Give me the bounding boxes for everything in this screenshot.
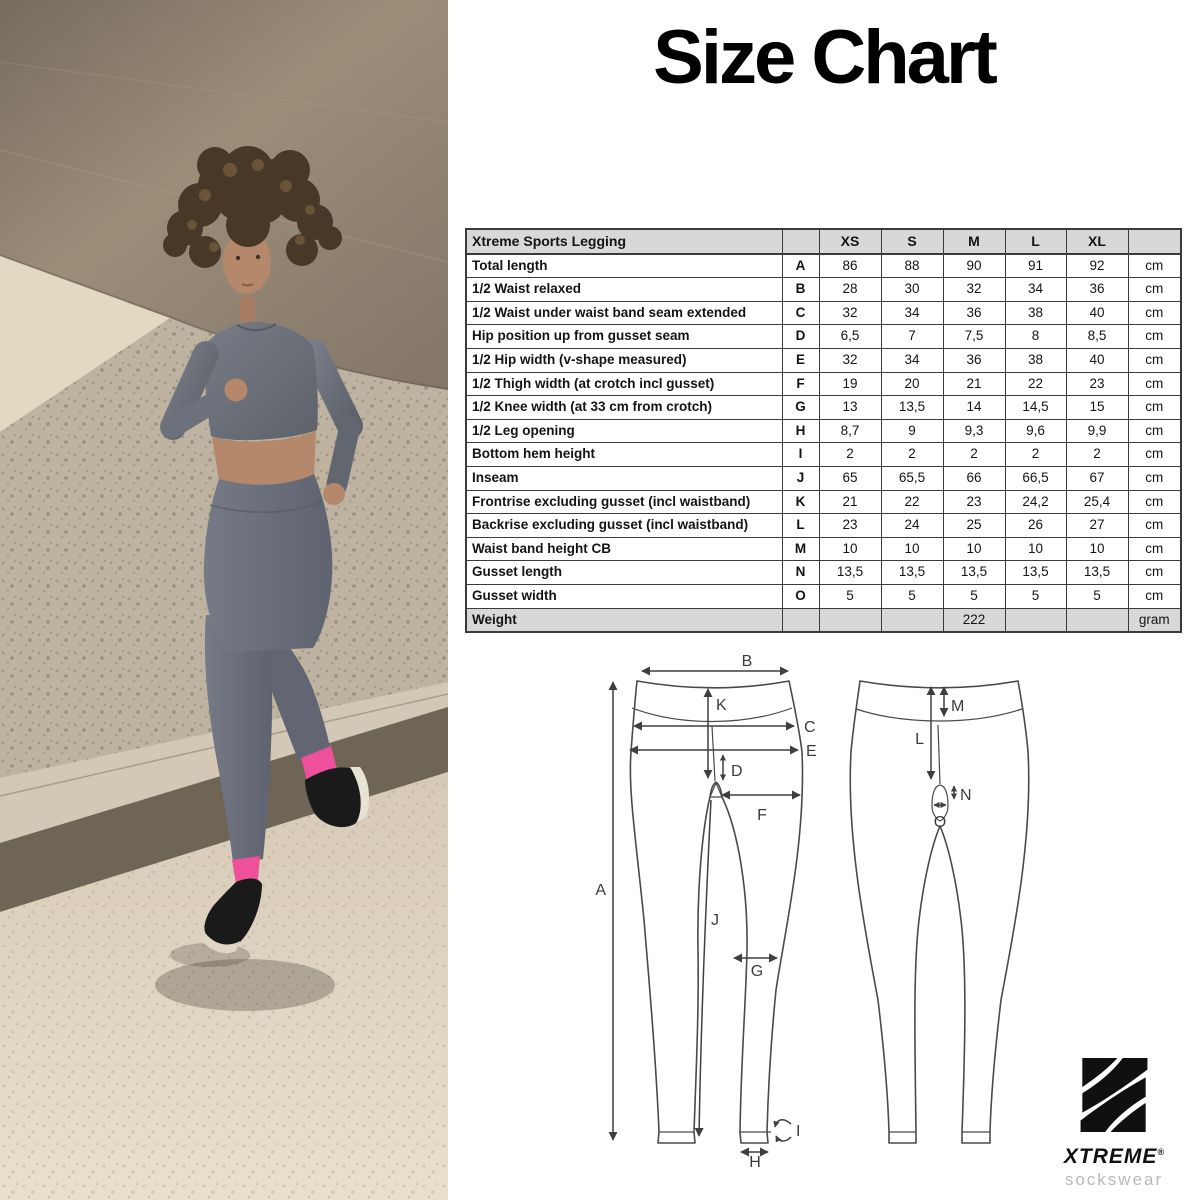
measurement-value-cell: 32 bbox=[819, 348, 881, 372]
measurement-unit-cell: cm bbox=[1128, 561, 1181, 585]
table-row bbox=[466, 348, 1181, 372]
measurement-letter-cell: J bbox=[782, 466, 819, 490]
measurement-value-cell: 25,4 bbox=[1066, 490, 1128, 514]
table-row bbox=[466, 561, 1181, 585]
measurement-value-cell: 34 bbox=[1005, 278, 1066, 302]
measurement-letter-cell: G bbox=[782, 396, 819, 420]
measurement-name-cell: Inseam bbox=[466, 466, 782, 490]
measurement-name-cell: 1/2 Knee width (at 33 cm from crotch) bbox=[466, 396, 782, 420]
table-row bbox=[466, 278, 1181, 302]
measurement-value-cell: 26 bbox=[1005, 514, 1066, 538]
measurement-value-cell: 13,5 bbox=[1005, 561, 1066, 585]
measurement-value-cell: 8 bbox=[1005, 325, 1066, 349]
measurement-value-cell: 65,5 bbox=[881, 466, 943, 490]
photo-scene bbox=[0, 0, 448, 1200]
measurement-value-cell: 10 bbox=[1005, 537, 1066, 561]
dim-label-F: F bbox=[757, 807, 767, 824]
dim-label-B: B bbox=[741, 653, 753, 670]
size-column-header: XL bbox=[1066, 229, 1128, 254]
measurement-name-cell: Frontrise excluding gusset (incl waistband) bbox=[466, 490, 782, 514]
measurement-value-cell: 21 bbox=[943, 372, 1005, 396]
measurement-value-cell: 66 bbox=[943, 466, 1005, 490]
dim-label-J: J bbox=[711, 912, 719, 929]
measurement-value-cell: 23 bbox=[943, 490, 1005, 514]
size-table bbox=[465, 228, 1182, 633]
measurement-letter-cell: N bbox=[782, 561, 819, 585]
measurement-name-cell: 1/2 Thigh width (at crotch incl gusset) bbox=[466, 372, 782, 396]
measurement-diagrams bbox=[580, 640, 1080, 1175]
measurement-letter-cell: M bbox=[782, 537, 819, 561]
dim-label-E: E bbox=[806, 743, 817, 760]
measurement-value-cell: 38 bbox=[1005, 301, 1066, 325]
measurement-letter-cell: L bbox=[782, 514, 819, 538]
measurement-value-cell: 23 bbox=[1066, 372, 1128, 396]
table-row bbox=[466, 419, 1181, 443]
weight-unit-cell: gram bbox=[1128, 608, 1181, 632]
measurement-value-cell: 36 bbox=[1066, 278, 1128, 302]
measurement-value-cell: 10 bbox=[1066, 537, 1128, 561]
measurement-value-cell: 32 bbox=[943, 278, 1005, 302]
weight-letter-cell bbox=[782, 608, 819, 632]
measurement-value-cell: 22 bbox=[881, 490, 943, 514]
back-legging-outline bbox=[850, 681, 1029, 1143]
measurement-unit-cell: cm bbox=[1128, 443, 1181, 467]
measurement-value-cell: 9,9 bbox=[1066, 419, 1128, 443]
measurement-value-cell: 40 bbox=[1066, 301, 1128, 325]
brand-logo bbox=[1056, 1052, 1172, 1190]
measurement-name-cell: Backrise excluding gusset (incl waistband) bbox=[466, 514, 782, 538]
measurement-value-cell: 14,5 bbox=[1005, 396, 1066, 420]
measurement-value-cell: 2 bbox=[819, 443, 881, 467]
table-row bbox=[466, 584, 1181, 608]
table-row bbox=[466, 443, 1181, 467]
xtreme-logo-icon bbox=[1070, 1052, 1158, 1138]
measurement-value-cell: 10 bbox=[819, 537, 881, 561]
measurement-value-cell: 9 bbox=[881, 419, 943, 443]
measurement-name-cell: 1/2 Leg opening bbox=[466, 419, 782, 443]
measurement-name-cell: Gusset width bbox=[466, 584, 782, 608]
dim-label-M: M bbox=[951, 698, 965, 715]
table-row bbox=[466, 396, 1181, 420]
page-title: Size Chart bbox=[653, 15, 995, 100]
measurement-value-cell: 30 bbox=[881, 278, 943, 302]
table-row bbox=[466, 537, 1181, 561]
measurement-value-cell: 27 bbox=[1066, 514, 1128, 538]
measurement-value-cell: 21 bbox=[819, 490, 881, 514]
size-column-header: XS bbox=[819, 229, 881, 254]
measurement-value-cell: 20 bbox=[881, 372, 943, 396]
measurement-value-cell: 91 bbox=[1005, 254, 1066, 278]
dim-label-H: H bbox=[749, 1154, 761, 1171]
measurement-value-cell: 90 bbox=[943, 254, 1005, 278]
measurement-unit-cell: cm bbox=[1128, 419, 1181, 443]
measurement-unit-cell: cm bbox=[1128, 584, 1181, 608]
table-unit-header-cell bbox=[1128, 229, 1181, 254]
measurement-unit-cell: cm bbox=[1128, 254, 1181, 278]
measurement-value-cell: 13,5 bbox=[881, 561, 943, 585]
measurement-unit-cell: cm bbox=[1128, 396, 1181, 420]
measurement-value-cell: 10 bbox=[881, 537, 943, 561]
size-column-header: L bbox=[1005, 229, 1066, 254]
measurement-value-cell: 2 bbox=[881, 443, 943, 467]
front-legging-diagram bbox=[595, 653, 816, 1171]
measurement-name-cell: 1/2 Waist relaxed bbox=[466, 278, 782, 302]
measurement-value-cell: 13,5 bbox=[1066, 561, 1128, 585]
measurement-value-cell: 28 bbox=[819, 278, 881, 302]
measurement-value-cell: 13 bbox=[819, 396, 881, 420]
measurement-letter-cell: K bbox=[782, 490, 819, 514]
table-row bbox=[466, 466, 1181, 490]
dim-label-O: O bbox=[933, 814, 947, 831]
measurement-unit-cell: cm bbox=[1128, 514, 1181, 538]
measurement-unit-cell: cm bbox=[1128, 372, 1181, 396]
measurement-value-cell: 5 bbox=[819, 584, 881, 608]
measurement-unit-cell: cm bbox=[1128, 537, 1181, 561]
size-column-header: M bbox=[943, 229, 1005, 254]
measurement-unit-cell: cm bbox=[1128, 325, 1181, 349]
measurement-value-cell: 7,5 bbox=[943, 325, 1005, 349]
ground-shadow bbox=[155, 959, 335, 1011]
table-row bbox=[466, 254, 1181, 278]
measurement-value-cell: 36 bbox=[943, 301, 1005, 325]
measurement-letter-cell: O bbox=[782, 584, 819, 608]
measurement-name-cell: Hip position up from gusset seam bbox=[466, 325, 782, 349]
table-row bbox=[466, 372, 1181, 396]
dim-label-I: I bbox=[796, 1123, 801, 1140]
measurement-value-cell: 9,6 bbox=[1005, 419, 1066, 443]
dim-label-G: G bbox=[750, 963, 764, 980]
table-header-row bbox=[466, 229, 1181, 254]
measurement-unit-cell: cm bbox=[1128, 490, 1181, 514]
measurement-value-cell: 92 bbox=[1066, 254, 1128, 278]
measurement-unit-cell: cm bbox=[1128, 301, 1181, 325]
table-letter-header-cell bbox=[782, 229, 819, 254]
measurement-value-cell: 2 bbox=[1066, 443, 1128, 467]
dim-label-A: A bbox=[595, 882, 606, 899]
measurement-value-cell: 24,2 bbox=[1005, 490, 1066, 514]
brand-subtitle: sockswear bbox=[1064, 1170, 1164, 1189]
weight-value-cell bbox=[881, 608, 943, 632]
measurement-value-cell: 66,5 bbox=[1005, 466, 1066, 490]
measurement-value-cell: 5 bbox=[1005, 584, 1066, 608]
measurement-unit-cell: cm bbox=[1128, 348, 1181, 372]
measurement-value-cell: 22 bbox=[1005, 372, 1066, 396]
measurement-value-cell: 36 bbox=[943, 348, 1005, 372]
measurement-letter-cell: B bbox=[782, 278, 819, 302]
dim-label-L: L bbox=[915, 731, 924, 748]
measurement-letter-cell: A bbox=[782, 254, 819, 278]
measurement-name-cell: Waist band height CB bbox=[466, 537, 782, 561]
measurement-value-cell: 2 bbox=[1005, 443, 1066, 467]
measurement-value-cell: 23 bbox=[819, 514, 881, 538]
measurement-value-cell: 67 bbox=[1066, 466, 1128, 490]
dim-label-D: D bbox=[731, 763, 743, 780]
table-title-cell: Xtreme Sports Legging bbox=[466, 229, 782, 254]
weight-name-cell: Weight bbox=[466, 608, 782, 632]
measurement-letter-cell: H bbox=[782, 419, 819, 443]
registered-mark: ® bbox=[1157, 1147, 1165, 1157]
measurement-value-cell: 25 bbox=[943, 514, 1005, 538]
measurement-letter-cell: F bbox=[782, 372, 819, 396]
product-photo bbox=[0, 0, 448, 1200]
measurement-letter-cell: C bbox=[782, 301, 819, 325]
measurement-value-cell: 8,7 bbox=[819, 419, 881, 443]
measurement-value-cell: 14 bbox=[943, 396, 1005, 420]
measurement-name-cell: Gusset length bbox=[466, 561, 782, 585]
size-column-header: S bbox=[881, 229, 943, 254]
measurement-value-cell: 34 bbox=[881, 348, 943, 372]
measurement-value-cell: 13,5 bbox=[943, 561, 1005, 585]
table-row bbox=[466, 301, 1181, 325]
measurement-name-cell: 1/2 Hip width (v-shape measured) bbox=[466, 348, 782, 372]
measurement-value-cell: 10 bbox=[943, 537, 1005, 561]
table-row bbox=[466, 514, 1181, 538]
measurement-value-cell: 5 bbox=[881, 584, 943, 608]
measurement-value-cell: 24 bbox=[881, 514, 943, 538]
table-row bbox=[466, 325, 1181, 349]
measurement-name-cell: Total length bbox=[466, 254, 782, 278]
measurement-value-cell: 6,5 bbox=[819, 325, 881, 349]
weight-value-cell bbox=[819, 608, 881, 632]
back-legging-diagram bbox=[850, 681, 1029, 1143]
weight-value-cell: 222 bbox=[943, 608, 1005, 632]
measurement-letter-cell: E bbox=[782, 348, 819, 372]
measurement-value-cell: 13,5 bbox=[819, 561, 881, 585]
measurement-value-cell: 5 bbox=[943, 584, 1005, 608]
weight-value-cell bbox=[1005, 608, 1066, 632]
dim-label-K: K bbox=[716, 697, 727, 714]
measurement-unit-cell: cm bbox=[1128, 466, 1181, 490]
weight-row bbox=[466, 608, 1181, 632]
measurement-value-cell: 19 bbox=[819, 372, 881, 396]
measurement-value-cell: 15 bbox=[1066, 396, 1128, 420]
table-row bbox=[466, 490, 1181, 514]
measurement-value-cell: 38 bbox=[1005, 348, 1066, 372]
measurement-value-cell: 88 bbox=[881, 254, 943, 278]
measurement-unit-cell: cm bbox=[1128, 278, 1181, 302]
measurement-value-cell: 8,5 bbox=[1066, 325, 1128, 349]
measurement-value-cell: 65 bbox=[819, 466, 881, 490]
dim-label-N: N bbox=[960, 787, 972, 804]
measurement-name-cell: Bottom hem height bbox=[466, 443, 782, 467]
measurement-value-cell: 7 bbox=[881, 325, 943, 349]
measurement-name-cell: 1/2 Waist under waist band seam extended bbox=[466, 301, 782, 325]
measurement-letter-cell: D bbox=[782, 325, 819, 349]
weight-value-cell bbox=[1066, 608, 1128, 632]
measurement-value-cell: 9,3 bbox=[943, 419, 1005, 443]
measurement-value-cell: 5 bbox=[1066, 584, 1128, 608]
measurement-letter-cell: I bbox=[782, 443, 819, 467]
measurement-value-cell: 40 bbox=[1066, 348, 1128, 372]
measurement-value-cell: 13,5 bbox=[881, 396, 943, 420]
measurement-value-cell: 86 bbox=[819, 254, 881, 278]
measurement-value-cell: 34 bbox=[881, 301, 943, 325]
brand-name: XTREME® bbox=[1063, 1145, 1165, 1168]
dim-label-C: C bbox=[804, 719, 816, 736]
measurement-value-cell: 2 bbox=[943, 443, 1005, 467]
measurement-value-cell: 32 bbox=[819, 301, 881, 325]
